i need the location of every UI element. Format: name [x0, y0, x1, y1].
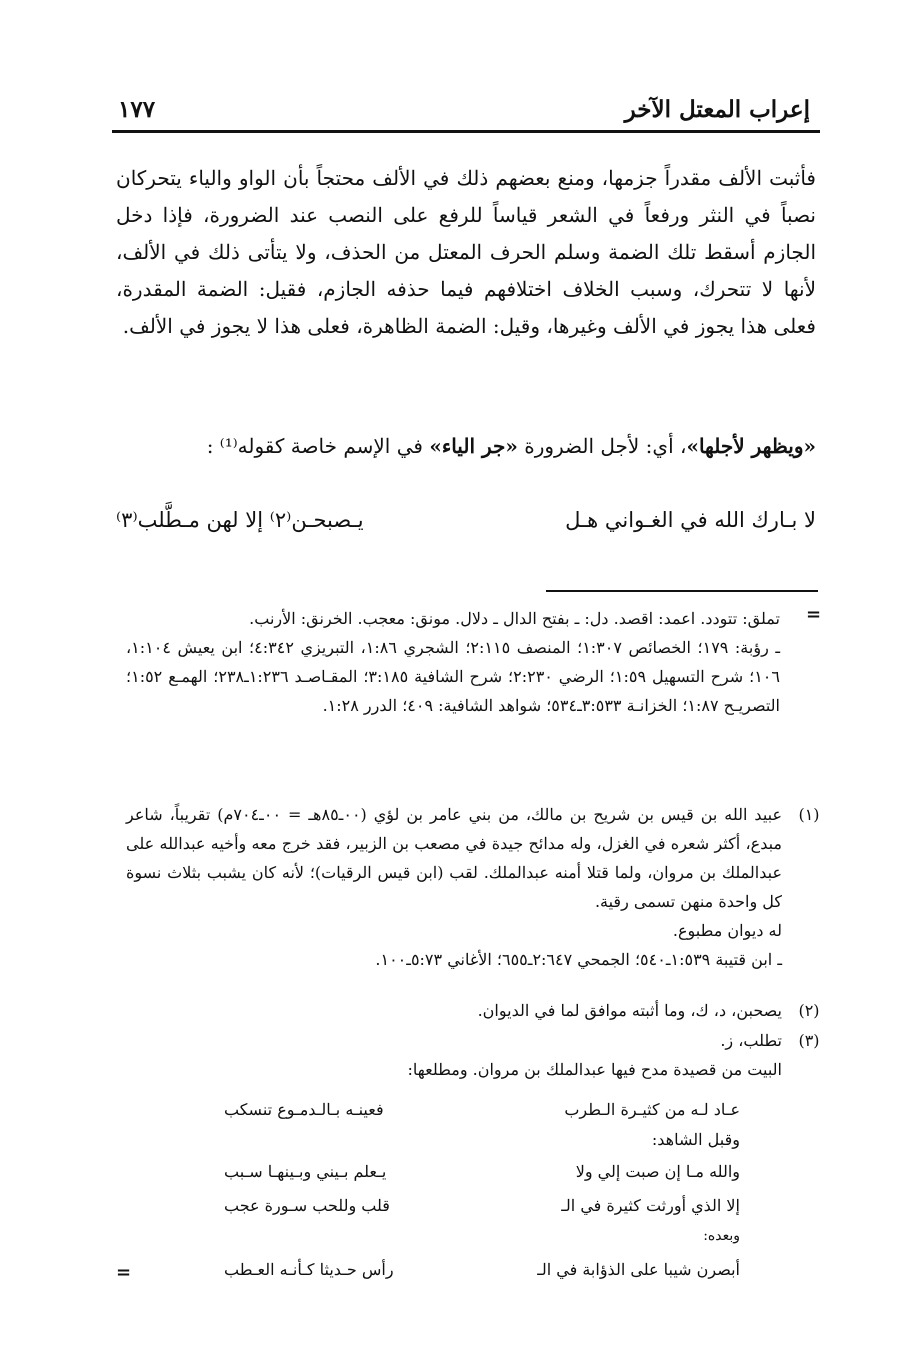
- footnote-3-text: تطلب، ز.: [720, 1031, 782, 1050]
- poem-verse-2: [224, 1162, 740, 1190]
- paragraph-text: فأثبت الألف مقدراً جزمها، ومنع بعضهم ذلك في الألف محتجاً بأن الواو والياء يتحركان نصباً في النثر ورفعاً في الشعر قياساً للرفع على النصب عند الضرورة، فإذا دخل الجازم أسقط تلك الضمة وسلم الحرف المعتل من الحذف، ولا يتأتى ذلك في الألف، لأنها لا تتحرك، وسبب الخلاف اختلافهم فيما حذفه الجازم، فقيل: الضمة المقدرة، فعلى هذا يجوز في الألف وغيرها، وقيل: الضمة الظاهرة، فعلى هذا لا يجوز في الألف.: [116, 166, 816, 338]
- footnote-1: [126, 800, 826, 974]
- continuation-marker: =: [806, 604, 822, 625]
- running-header: [112, 96, 820, 130]
- footnote-1-text: عبيد الله بن قيس بن شريح بن مالك، من بني عامر بن لؤي (٠٠ـ٨٥هـ = ٠٠ـ٧٠٤م) تقريباً، شاعر مبدع، أكثر شعره في الغزل، وله مدائح جيدة في مصعب بن الزبير، فقد خرج معه وأخيه عبدالله على عبدالملك بن مروان، ولما قتلا أمنه عبدالملك. لقب (ابن قيس الرقيات)؛ لأنه كان يشبب بثلاث نسوة كل واحدة منهن تسمى رقية.: [126, 805, 783, 911]
- footnote-number: (٣): [798, 1031, 820, 1050]
- main-paragraph-1: [116, 160, 816, 345]
- footnote-continuation: [126, 604, 780, 720]
- poem-hemistich-b: قلب وللحب سـورة عجب: [224, 1196, 390, 1215]
- label-before-witness: وقبل الشاهد:: [651, 1130, 740, 1149]
- poem-verse-1: [224, 1100, 740, 1128]
- paragraph-text-2: [116, 428, 816, 465]
- poem-hemistich-a: أبصرن شيبا على الذؤابة في الـ: [537, 1260, 740, 1279]
- footnote-3: [126, 1026, 826, 1084]
- footnote-number: (١): [798, 805, 820, 824]
- main-paragraph-2: [116, 428, 816, 465]
- paragraph-mid: ، أي: لأجل الضرورة: [517, 434, 687, 458]
- page-number: ١٧٧: [118, 96, 156, 123]
- poem-hemistich-a: عـاد لـه من كثيـرة الـطرب: [564, 1100, 740, 1119]
- footnote-number: (٢): [798, 1001, 820, 1020]
- footnote-cont-line1: تملق: تتودد. اعمد: اقصد. دل: ـ بفتح الدال ـ دلال. مونق: معجب. الخرنق: الأرنب.: [249, 609, 780, 628]
- label-after-witness: وبعده:: [703, 1228, 740, 1244]
- poem-hemistich-b: رأس حـديثا كـأنـه العـطب: [224, 1260, 394, 1279]
- continues-marker: =: [116, 1262, 132, 1283]
- footnote-1-line3: ـ ابن قتيبة ١:٥٣٩ـ٥٤٠؛ الجمحي ٢:٦٤٧ـ٦٥٥؛ الأغاني ٥:٧٣ـ١٠٠.: [375, 950, 782, 969]
- footnote-separator: [546, 590, 818, 592]
- poetic-verse: [116, 508, 816, 548]
- verse-second-hemistich: يـصبحـن⁽٢⁾ إلا لهن مـطَّلب⁽٣⁾: [116, 508, 364, 532]
- poem-hemistich-b: فعينـه بـالـدمـوع تنسكب: [224, 1100, 384, 1119]
- footnote-1-line2: له ديوان مطبوع.: [672, 921, 782, 940]
- footnote-3-line2: البيت من قصيدة مدح فيها عبدالملك بن مروان. ومطلعها:: [407, 1060, 782, 1079]
- footnote-2-text: يصحبن، د، ك، وما أثبته موافق لما في الديوان.: [477, 1001, 782, 1020]
- poem-hemistich-a: إلا الذي أورثت كثيرة في الـ: [561, 1196, 740, 1215]
- paragraph-end: في الإسم خاصة كقوله⁽¹⁾ :: [206, 434, 430, 458]
- poem-verse-4: [224, 1260, 740, 1288]
- quoted-term-1: «ويظهر لأجلها»: [686, 434, 816, 458]
- poem-hemistich-b: يـعلم بـيني وبـينهـا سـبب: [224, 1162, 387, 1181]
- header-rule: [112, 130, 820, 133]
- chapter-title: إعراب المعتل الآخر: [624, 96, 810, 123]
- quoted-term-2: «جر الياء»: [429, 434, 518, 458]
- footnote-cont-line2: ـ رؤبة: ١٧٩؛ الخصائص ١:٣٠٧؛ المنصف ٢:١١٥؛ الشجري ١:٨٦، التبريزي ٤:٣٤٢؛ ابن يعيش ١:١٠٤، ١٠٦؛ شرح التسهيل ١:٥٩؛ الرضي ٢:٢٣٠؛ شرح الشافية ٣:١٨٥؛ المقـاصـد ١:٢٣٦ـ٢٣٨؛ الهمـع ١:٥٢؛ التصريـح ١:٨٧؛ الخزانـة ٣:٥٣٣ـ٥٣٤؛ شواهد الشافية: ٤٠٩؛ الدرر ١:٢٨.: [126, 638, 781, 715]
- footnote-2: [126, 996, 826, 1025]
- verse-first-hemistich: لا بـارك الله في الغـواني هـل: [565, 508, 816, 532]
- poem-hemistich-a: والله مـا إن صبت إلي ولا: [575, 1162, 740, 1181]
- poem-verse-3: [224, 1196, 740, 1224]
